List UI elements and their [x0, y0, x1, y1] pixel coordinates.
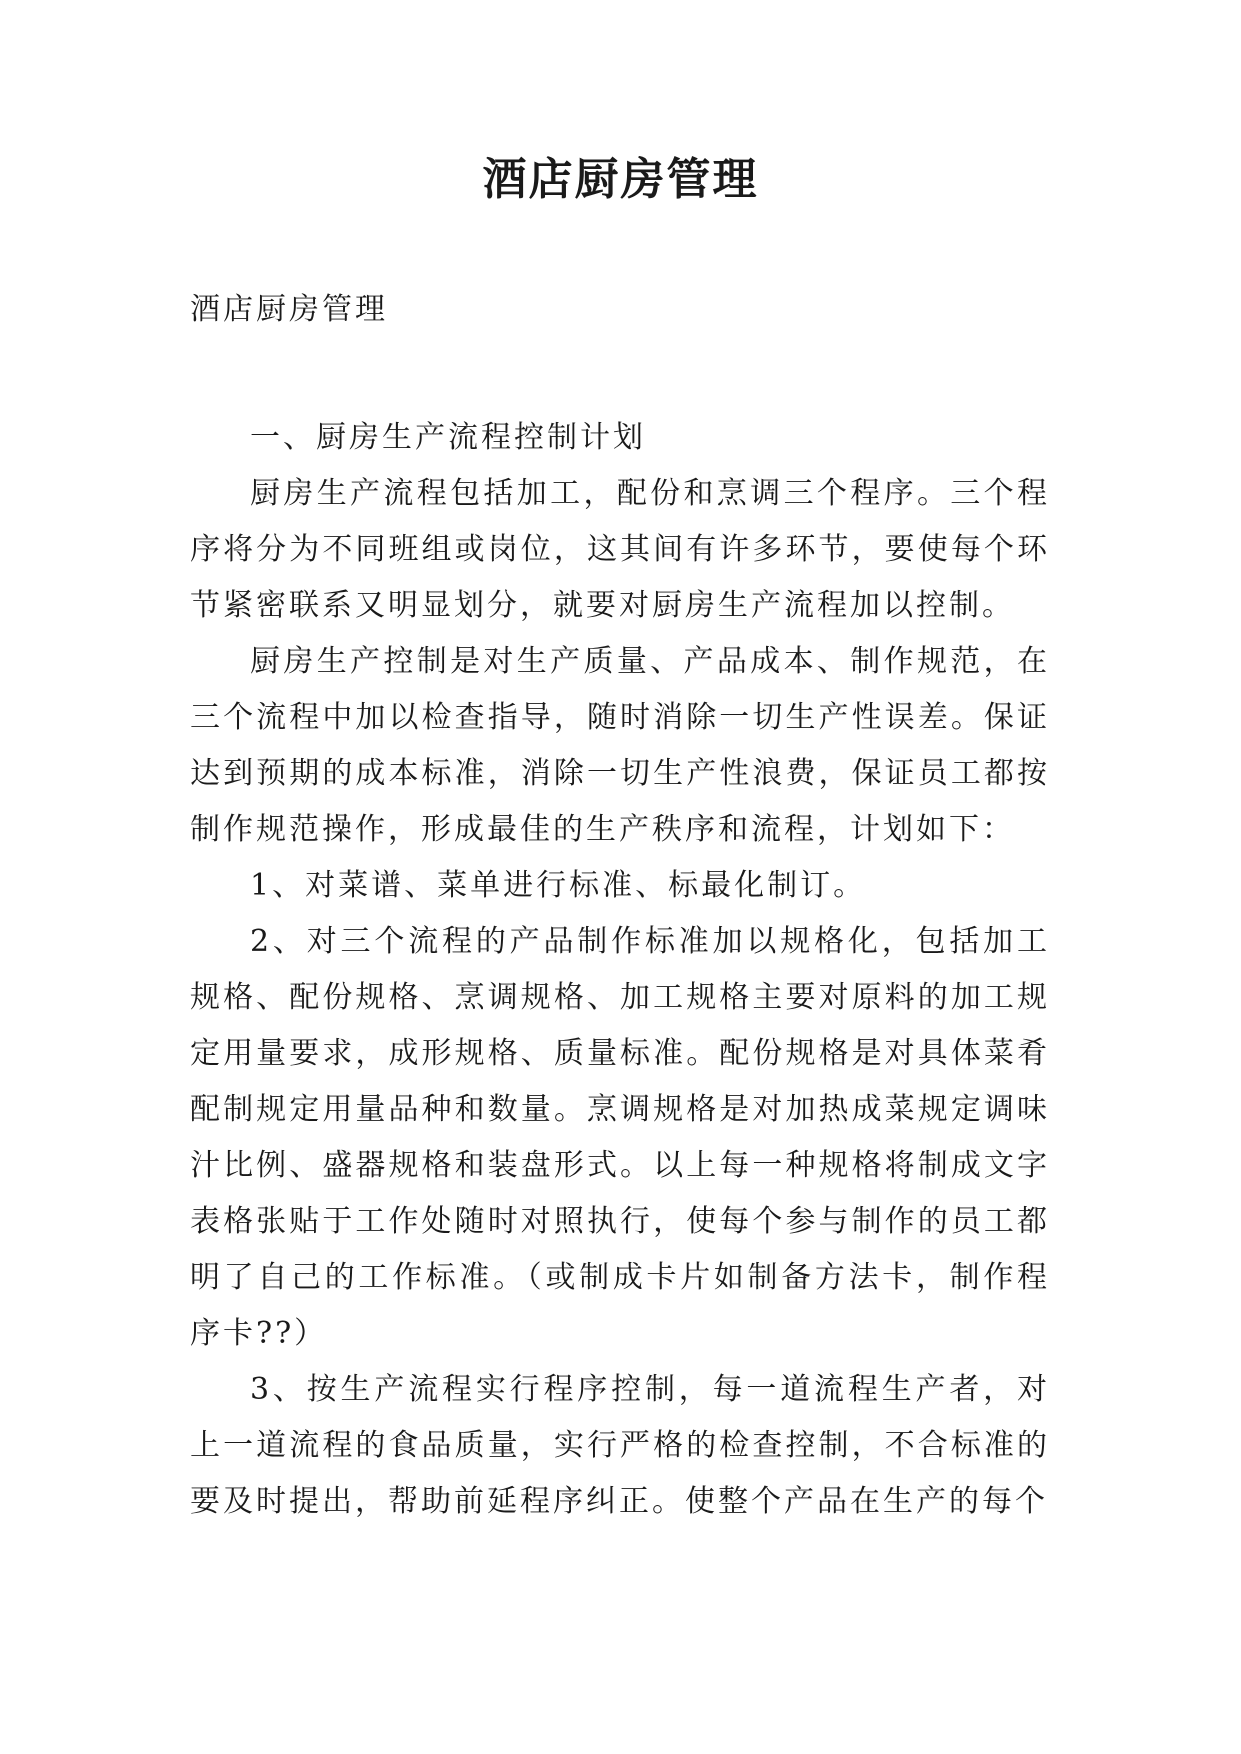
list-item: 3、按生产流程实行程序控制，每一道流程生产者，对上一道流程的食品质量，实行严格的检查控制，不合标准的要及时提出，帮助前延程序纠正。使整个产品在生产的每个	[190, 1372, 1050, 1519]
document-title: 酒店厨房管理	[482, 154, 759, 205]
document-subtitle: 酒店厨房管理	[190, 292, 388, 327]
list-item: 2、对三个流程的产品制作标准加以规格化，包括加工规格、配份规格、烹调规格、加工规格主要对原料的加工规定用量要求，成形规格、质量标准。配份规格是对具体菜肴配制规定用量品种和数量。烹调规格是对加热成菜规定调味汁比例、盛器规格和装盘形式。以上每一种规格将制成文字表格张贴于工作处随时对照执行，使每个参与制作的员工都明了自己的工作标准。（或制成卡片如制备方法卡，制作程序卡??）	[190, 924, 1050, 1351]
paragraph: 厨房生产控制是对生产质量、产品成本、制作规范，在三个流程中加以检查指导，随时消除一切生产性误差。保证达到预期的成本标准，消除一切生产性浪费，保证员工都按制作规范操作，形成最佳的生产秩序和流程，计划如下：	[190, 644, 1050, 847]
list-item: 1、对菜谱、菜单进行标准、标最化制订。	[250, 868, 867, 903]
document-body	[190, 410, 1050, 1530]
section-heading: 一、厨房生产流程控制计划	[250, 420, 646, 455]
paragraph: 厨房生产流程包括加工，配份和烹调三个程序。三个程序将分为不同班组或岗位，这其间有许多环节，要使每个环节紧密联系又明显划分，就要对厨房生产流程加以控制。	[190, 476, 1050, 623]
